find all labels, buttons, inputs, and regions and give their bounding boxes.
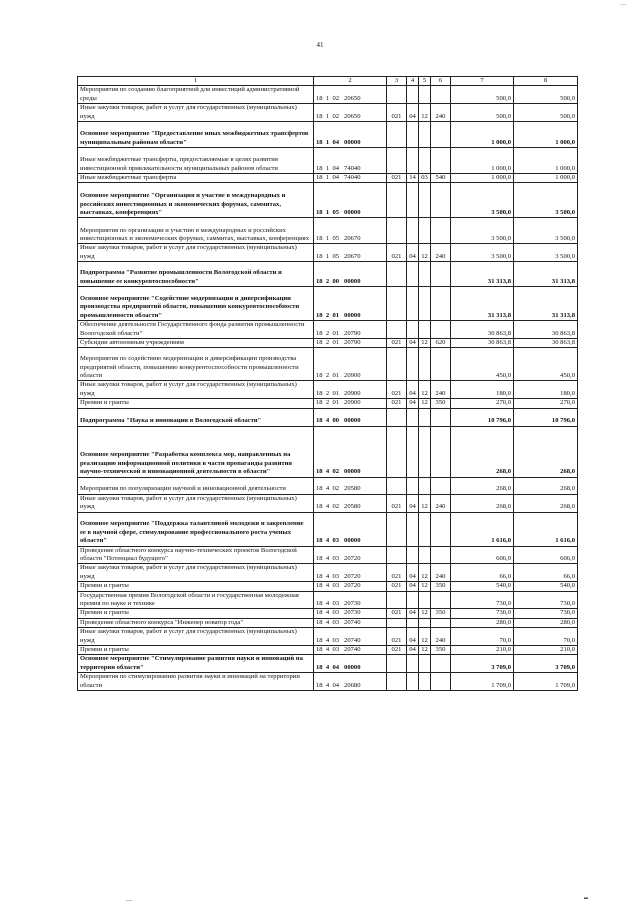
row-amount-col8: 30 863,8 — [514, 339, 578, 348]
row-amount-col7: 180,0 — [451, 381, 514, 399]
row-section-code — [407, 86, 419, 104]
row-amount-col8: 210,0 — [514, 645, 578, 654]
table-row — [78, 673, 578, 691]
row-ministry-code — [387, 183, 407, 218]
row-ministry-code — [387, 546, 407, 564]
row-section-code: 04 — [407, 609, 419, 618]
row-description: Мероприятия по содействию модернизации и диверсификации производства предприятий области, повышению конкурентоспособности промышленности области — [78, 348, 314, 381]
row-expense-type-code — [431, 591, 451, 609]
row-amount-col8: 268,0 — [514, 494, 578, 512]
row-code: 18 1 04 74040 — [314, 148, 387, 174]
row-amount-col8: 3 500,0 — [514, 244, 578, 262]
row-amount-col7: 1 000,0 — [451, 122, 514, 148]
row-code: 18 4 02 00000 — [314, 426, 387, 477]
row-code: 18 1 04 74040 — [314, 174, 387, 183]
row-amount-col8: 500,0 — [514, 86, 578, 104]
row-expense-type-code — [431, 546, 451, 564]
table-row — [78, 381, 578, 399]
row-expense-type-code — [431, 348, 451, 381]
row-expense-type-code — [431, 655, 451, 673]
row-section-code — [407, 218, 419, 244]
row-ministry-code — [387, 86, 407, 104]
row-amount-col8: 180,0 — [514, 381, 578, 399]
table-row — [78, 104, 578, 122]
row-subsection-code — [419, 546, 431, 564]
row-ministry-code: 021 — [387, 609, 407, 618]
row-section-code: 04 — [407, 582, 419, 591]
row-section-code: 04 — [407, 564, 419, 582]
row-amount-col8: 1 000,0 — [514, 174, 578, 183]
table-row — [78, 321, 578, 339]
row-subsection-code — [419, 348, 431, 381]
row-description: Обеспечение деятельности Государственного фонда развития промышленности Вологодской области" — [78, 321, 314, 339]
row-ministry-code — [387, 408, 407, 426]
row-amount-col8: 30 863,8 — [514, 321, 578, 339]
row-ministry-code: 021 — [387, 399, 407, 408]
row-subsection-code — [419, 287, 431, 321]
row-amount-col7: 730,0 — [451, 609, 514, 618]
row-section-code — [407, 655, 419, 673]
row-ministry-code — [387, 348, 407, 381]
row-section-code: 04 — [407, 104, 419, 122]
row-subsection-code — [419, 512, 431, 546]
row-subsection-code — [419, 183, 431, 218]
table-row — [78, 399, 578, 408]
row-description: Подпрограмма "Развитие промышленности Вологодской области и повышение ее конкурентоспособности" — [78, 262, 314, 287]
column-header: 3 — [387, 77, 407, 86]
row-description: Иные закупки товаров, работ и услуг для государственных (муниципальных) нужд — [78, 381, 314, 399]
row-ministry-code — [387, 591, 407, 609]
row-expense-type-code — [431, 408, 451, 426]
table-row — [78, 591, 578, 609]
row-code: 18 4 04 20680 — [314, 673, 387, 691]
row-section-code — [407, 591, 419, 609]
row-ministry-code — [387, 321, 407, 339]
row-expense-type-code: 240 — [431, 494, 451, 512]
table-row — [78, 287, 578, 321]
row-amount-col7: 606,0 — [451, 546, 514, 564]
row-expense-type-code: 350 — [431, 399, 451, 408]
row-amount-col7: 280,0 — [451, 618, 514, 627]
row-amount-col7: 70,0 — [451, 628, 514, 646]
row-amount-col7: 1 000,0 — [451, 148, 514, 174]
row-description: Государственная премия Вологодской области и государственная молодежная премия по науке и технике — [78, 591, 314, 609]
row-expense-type-code: 620 — [431, 339, 451, 348]
row-ministry-code — [387, 618, 407, 627]
table-row — [78, 628, 578, 646]
row-section-code — [407, 673, 419, 691]
row-description: Мероприятия по стимулированию развития науки и инноваций на территории области — [78, 673, 314, 691]
table-row — [78, 183, 578, 218]
row-subsection-code — [419, 122, 431, 148]
row-code: 18 4 00 00000 — [314, 408, 387, 426]
row-description: Основное мероприятие "Содействие модернизации и диверсификации производства предприятий области, повышению конкурентоспособности промышленности области" — [78, 287, 314, 321]
row-amount-col7: 268,0 — [451, 477, 514, 494]
table-header-row — [78, 77, 578, 86]
column-header: 8 — [514, 77, 578, 86]
table-row — [78, 218, 578, 244]
row-amount-col7: 500,0 — [451, 104, 514, 122]
row-subsection-code: 12 — [419, 645, 431, 654]
row-amount-col8: 268,0 — [514, 426, 578, 477]
row-amount-col7: 268,0 — [451, 426, 514, 477]
row-amount-col8: 730,0 — [514, 591, 578, 609]
row-ministry-code — [387, 673, 407, 691]
row-code: 18 4 02 20580 — [314, 477, 387, 494]
row-subsection-code: 12 — [419, 628, 431, 646]
row-ministry-code — [387, 218, 407, 244]
row-code: 18 4 04 00000 — [314, 655, 387, 673]
row-amount-col7: 10 796,0 — [451, 408, 514, 426]
table-row — [78, 262, 578, 287]
row-code: 18 4 02 20580 — [314, 494, 387, 512]
row-section-code: 04 — [407, 494, 419, 512]
row-description: Иные закупки товаров, работ и услуг для государственных (муниципальных) нужд — [78, 104, 314, 122]
table-body — [78, 86, 578, 691]
row-expense-type-code — [431, 122, 451, 148]
footer-mark: — — [126, 898, 132, 904]
row-description: Премии и гранты — [78, 399, 314, 408]
row-expense-type-code — [431, 287, 451, 321]
row-description: Основное мероприятие "Предоставление иных межбюджетных трансфертов муниципальным районам области" — [78, 122, 314, 148]
row-expense-type-code — [431, 426, 451, 477]
row-ministry-code: 021 — [387, 174, 407, 183]
row-ministry-code — [387, 477, 407, 494]
table-row — [78, 148, 578, 174]
row-expense-type-code — [431, 618, 451, 627]
row-code: 18 1 02 20650 — [314, 104, 387, 122]
row-ministry-code — [387, 122, 407, 148]
row-amount-col8: 3 709,0 — [514, 655, 578, 673]
row-expense-type-code — [431, 512, 451, 546]
row-section-code: 04 — [407, 645, 419, 654]
row-amount-col8: 280,0 — [514, 618, 578, 627]
table-row — [78, 339, 578, 348]
row-ministry-code — [387, 287, 407, 321]
row-code: 18 2 01 20900 — [314, 348, 387, 381]
row-ministry-code — [387, 426, 407, 477]
row-description: Премии и гранты — [78, 582, 314, 591]
row-amount-col8: 1 709,0 — [514, 673, 578, 691]
table-row — [78, 609, 578, 618]
row-amount-col7: 730,0 — [451, 591, 514, 609]
row-expense-type-code: 350 — [431, 645, 451, 654]
row-description: Основное мероприятие "Организация и участие в международных и российских инвестиционных и экономических форумах, саммитах, выставках, конференциях" — [78, 183, 314, 218]
row-amount-col8: 70,0 — [514, 628, 578, 646]
row-amount-col7: 1 616,0 — [451, 512, 514, 546]
row-expense-type-code: 350 — [431, 582, 451, 591]
row-amount-col7: 31 313,8 — [451, 287, 514, 321]
row-amount-col7: 66,0 — [451, 564, 514, 582]
corner-mark: ▪▪ — [583, 896, 588, 902]
row-amount-col8: 1 616,0 — [514, 512, 578, 546]
row-ministry-code — [387, 655, 407, 673]
row-expense-type-code: 240 — [431, 104, 451, 122]
row-amount-col7: 3 709,0 — [451, 655, 514, 673]
row-expense-type-code: 540 — [431, 174, 451, 183]
row-description: Иные закупки товаров, работ и услуг для государственных (муниципальных) нужд — [78, 244, 314, 262]
row-subsection-code — [419, 86, 431, 104]
row-expense-type-code — [431, 673, 451, 691]
row-subsection-code: 12 — [419, 104, 431, 122]
table-row — [78, 426, 578, 477]
row-amount-col7: 270,0 — [451, 399, 514, 408]
row-subsection-code: 12 — [419, 582, 431, 591]
row-code: 18 4 03 20720 — [314, 564, 387, 582]
row-amount-col7: 3 500,0 — [451, 183, 514, 218]
row-ministry-code — [387, 148, 407, 174]
table-row — [78, 645, 578, 654]
row-amount-col8: 3 500,0 — [514, 218, 578, 244]
column-header: 2 — [314, 77, 387, 86]
table-row — [78, 618, 578, 627]
row-description: Мероприятия по созданию благоприятной для инвестиций административной среды — [78, 86, 314, 104]
row-subsection-code: 03 — [419, 174, 431, 183]
row-ministry-code: 021 — [387, 381, 407, 399]
row-expense-type-code — [431, 321, 451, 339]
row-section-code: 14 — [407, 174, 419, 183]
row-section-code: 04 — [407, 628, 419, 646]
row-subsection-code — [419, 426, 431, 477]
row-section-code: 04 — [407, 399, 419, 408]
column-header: 4 — [407, 77, 419, 86]
row-description: Проведение областного конкурса "Инженер новатор года" — [78, 618, 314, 627]
row-ministry-code — [387, 262, 407, 287]
table-row — [78, 582, 578, 591]
row-ministry-code: 021 — [387, 494, 407, 512]
row-code: 18 1 04 00000 — [314, 122, 387, 148]
row-code: 18 4 03 20740 — [314, 618, 387, 627]
row-subsection-code: 12 — [419, 494, 431, 512]
row-subsection-code — [419, 218, 431, 244]
row-subsection-code: 12 — [419, 339, 431, 348]
table-row — [78, 86, 578, 104]
row-amount-col7: 3 500,0 — [451, 218, 514, 244]
row-amount-col8: 1 000,0 — [514, 122, 578, 148]
row-section-code — [407, 183, 419, 218]
table-row — [78, 564, 578, 582]
row-code: 18 2 01 20790 — [314, 321, 387, 339]
row-code: 18 1 05 00000 — [314, 183, 387, 218]
row-expense-type-code: 240 — [431, 244, 451, 262]
row-expense-type-code — [431, 86, 451, 104]
row-code: 18 4 03 20740 — [314, 645, 387, 654]
row-expense-type-code — [431, 148, 451, 174]
row-subsection-code — [419, 148, 431, 174]
row-description: Премии и гранты — [78, 609, 314, 618]
row-code: 18 1 02 20650 — [314, 86, 387, 104]
row-amount-col7: 1 000,0 — [451, 174, 514, 183]
row-expense-type-code: 240 — [431, 564, 451, 582]
row-description: Субсидии автономным учреждениям — [78, 339, 314, 348]
row-section-code — [407, 122, 419, 148]
row-amount-col8: 450,0 — [514, 348, 578, 381]
table-row — [78, 348, 578, 381]
row-section-code — [407, 262, 419, 287]
row-amount-col7: 500,0 — [451, 86, 514, 104]
row-description: Мероприятия по организации и участию в международных и российских инвестиционных и экономических форумах, саммитах, выставках, конференциях — [78, 218, 314, 244]
row-section-code — [407, 148, 419, 174]
table-row — [78, 122, 578, 148]
row-code: 18 2 01 20900 — [314, 399, 387, 408]
row-ministry-code: 021 — [387, 645, 407, 654]
row-section-code — [407, 287, 419, 321]
row-description: Премии и гранты — [78, 645, 314, 654]
row-amount-col8: 31 313,8 — [514, 287, 578, 321]
table-row — [78, 408, 578, 426]
row-subsection-code — [419, 618, 431, 627]
row-amount-col8: 1 000,0 — [514, 148, 578, 174]
row-description: Мероприятия по популяризации научной и инновационной деятельности — [78, 477, 314, 494]
row-subsection-code — [419, 673, 431, 691]
column-header: 7 — [451, 77, 514, 86]
row-code: 18 2 01 20900 — [314, 381, 387, 399]
row-section-code — [407, 477, 419, 494]
row-description: Проведение областного конкурса научно-технических проектов Вологодской области "Потенциал будущего" — [78, 546, 314, 564]
row-code: 18 4 03 20720 — [314, 546, 387, 564]
row-code: 18 2 01 00000 — [314, 287, 387, 321]
table-row — [78, 174, 578, 183]
row-section-code — [407, 546, 419, 564]
row-section-code: 04 — [407, 244, 419, 262]
row-amount-col8: 500,0 — [514, 104, 578, 122]
row-code: 18 2 00 00000 — [314, 262, 387, 287]
row-subsection-code — [419, 655, 431, 673]
row-description: Иные закупки товаров, работ и услуг для государственных (муниципальных) нужд — [78, 494, 314, 512]
row-amount-col8: 66,0 — [514, 564, 578, 582]
row-amount-col7: 1 709,0 — [451, 673, 514, 691]
row-expense-type-code: 240 — [431, 628, 451, 646]
row-expense-type-code — [431, 477, 451, 494]
row-amount-col8: 540,0 — [514, 582, 578, 591]
row-subsection-code: 12 — [419, 609, 431, 618]
row-ministry-code: 021 — [387, 628, 407, 646]
row-description: Иные закупки товаров, работ и услуг для государственных (муниципальных) нужд — [78, 564, 314, 582]
row-description: Основное мероприятие "Поддержка талантливой молодежи и закрепление ее в научной сфере, стимулирование профессионального роста ученых области" — [78, 512, 314, 546]
row-subsection-code — [419, 477, 431, 494]
row-code: 18 4 03 20730 — [314, 591, 387, 609]
row-subsection-code: 12 — [419, 399, 431, 408]
row-section-code: 04 — [407, 339, 419, 348]
row-subsection-code — [419, 321, 431, 339]
table-row — [78, 477, 578, 494]
row-amount-col7: 31 313,8 — [451, 262, 514, 287]
row-section-code — [407, 408, 419, 426]
row-amount-col8: 31 313,8 — [514, 262, 578, 287]
row-expense-type-code: 240 — [431, 381, 451, 399]
row-code: 18 1 05 20670 — [314, 244, 387, 262]
row-code: 18 4 03 00000 — [314, 512, 387, 546]
row-expense-type-code: 350 — [431, 609, 451, 618]
row-expense-type-code — [431, 183, 451, 218]
row-expense-type-code — [431, 218, 451, 244]
table-row — [78, 655, 578, 673]
row-code: 18 1 05 20670 — [314, 218, 387, 244]
table-row — [78, 244, 578, 262]
row-amount-col8: 606,0 — [514, 546, 578, 564]
table-row — [78, 546, 578, 564]
row-ministry-code: 021 — [387, 582, 407, 591]
budget-table — [77, 76, 578, 691]
row-ministry-code: 021 — [387, 104, 407, 122]
top-edge-mark: — — [620, 2, 626, 8]
row-ministry-code: 021 — [387, 564, 407, 582]
row-section-code — [407, 512, 419, 546]
row-subsection-code: 12 — [419, 244, 431, 262]
row-subsection-code: 12 — [419, 564, 431, 582]
page-number: 41 — [316, 41, 324, 49]
row-amount-col8: 270,0 — [514, 399, 578, 408]
row-description: Иные межбюджетные трансферты — [78, 174, 314, 183]
row-amount-col7: 210,0 — [451, 645, 514, 654]
row-ministry-code — [387, 512, 407, 546]
row-code: 18 4 03 20740 — [314, 628, 387, 646]
row-subsection-code: 12 — [419, 381, 431, 399]
row-amount-col8: 10 796,0 — [514, 408, 578, 426]
row-section-code — [407, 348, 419, 381]
row-amount-col8: 268,0 — [514, 477, 578, 494]
row-section-code: 04 — [407, 381, 419, 399]
row-code: 18 4 03 20720 — [314, 582, 387, 591]
column-header: 5 — [419, 77, 431, 86]
row-amount-col7: 268,0 — [451, 494, 514, 512]
table-row — [78, 494, 578, 512]
row-amount-col7: 3 500,0 — [451, 244, 514, 262]
table-row — [78, 512, 578, 546]
row-description: Подпрограмма "Наука и инновации в Вологодской области" — [78, 408, 314, 426]
row-section-code — [407, 426, 419, 477]
row-amount-col8: 730,0 — [514, 609, 578, 618]
row-amount-col7: 450,0 — [451, 348, 514, 381]
row-section-code — [407, 321, 419, 339]
row-amount-col7: 540,0 — [451, 582, 514, 591]
row-code: 18 4 03 20730 — [314, 609, 387, 618]
row-description: Основное мероприятие "Разработка комплекса мер, направленных на реализацию информационной политики в части пропаганды развития научно-технической и инновационной деятельности в области" — [78, 426, 314, 477]
row-code: 18 2 01 20790 — [314, 339, 387, 348]
row-ministry-code: 021 — [387, 339, 407, 348]
row-subsection-code — [419, 262, 431, 287]
row-subsection-code — [419, 591, 431, 609]
row-expense-type-code — [431, 262, 451, 287]
row-description: Иные межбюджетные трансферты, предоставляемые в целях развития инвестиционной привлекательности муниципальных районов области — [78, 148, 314, 174]
row-amount-col7: 30 863,8 — [451, 339, 514, 348]
column-header: 6 — [431, 77, 451, 86]
row-ministry-code: 021 — [387, 244, 407, 262]
row-section-code — [407, 618, 419, 627]
row-subsection-code — [419, 408, 431, 426]
row-amount-col8: 3 500,0 — [514, 183, 578, 218]
column-header: 1 — [78, 77, 314, 86]
row-amount-col7: 30 863,8 — [451, 321, 514, 339]
row-description: Иные закупки товаров, работ и услуг для государственных (муниципальных) нужд — [78, 628, 314, 646]
row-description: Основное мероприятие "Стимулирование развития науки и инноваций на территории области" — [78, 655, 314, 673]
